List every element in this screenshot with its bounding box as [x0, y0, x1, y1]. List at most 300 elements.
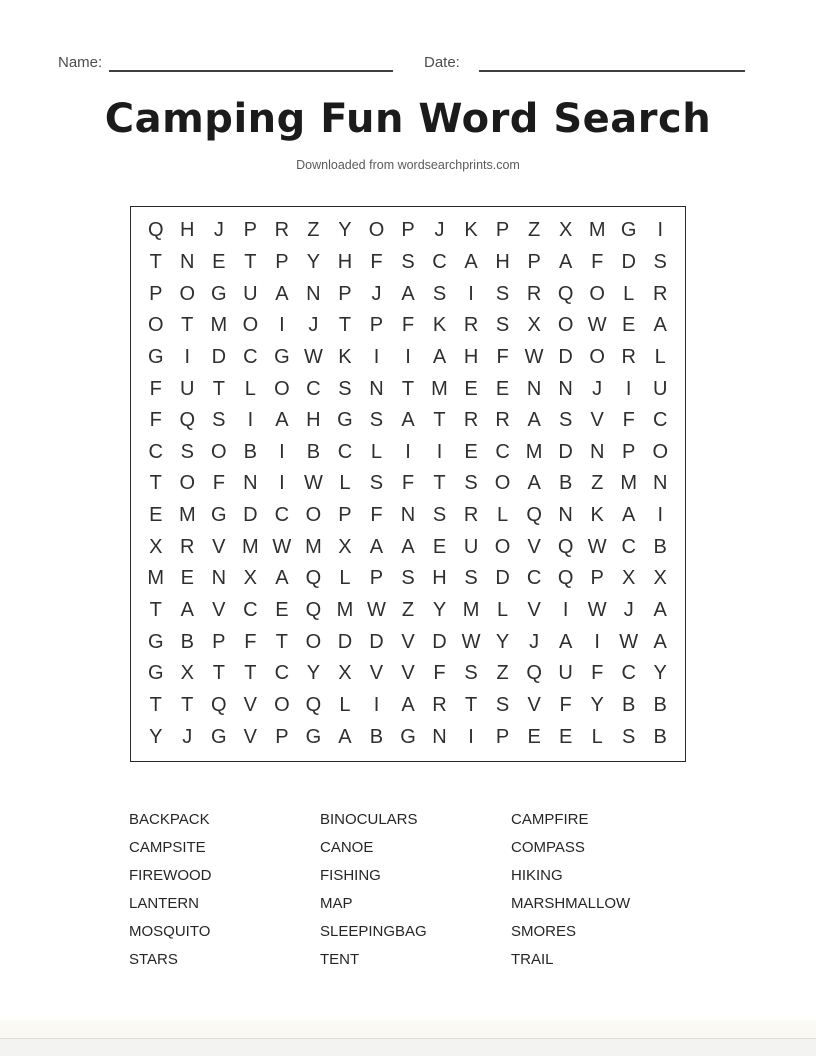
grid-cell: U	[463, 535, 479, 558]
grid-cell: X	[338, 662, 352, 685]
page-title: Camping Fun Word Search	[104, 96, 712, 142]
grid-cell: W	[461, 630, 481, 653]
word-list-item: STARS	[129, 951, 178, 968]
word-list-column	[129, 806, 319, 974]
grid-cell: X	[527, 314, 541, 337]
grid-cell: F	[433, 662, 446, 685]
grid-cell: S	[622, 725, 636, 748]
grid-cell: T	[244, 250, 257, 273]
grid-cell: A	[180, 599, 194, 622]
grid-cell: G	[337, 409, 353, 432]
grid-cell: H	[432, 567, 447, 590]
grid-cell: C	[621, 662, 636, 685]
grid-cell: L	[654, 345, 666, 368]
grid-cell: R	[463, 314, 479, 337]
grid-cell: E	[212, 250, 226, 273]
grid-cell: X	[149, 535, 163, 558]
grid-cell: B	[180, 630, 194, 653]
grid-cell: V	[212, 599, 226, 622]
grid-cell: O	[147, 314, 164, 337]
grid-cell: M	[620, 472, 638, 495]
grid-cell: I	[625, 377, 632, 400]
grid-cell: S	[369, 472, 384, 495]
grid-cell: T	[149, 250, 162, 273]
grid-cell: P	[401, 219, 415, 242]
grid-cell: N	[243, 472, 258, 495]
grid-cell: J	[623, 599, 634, 622]
grid-cell: P	[212, 630, 226, 653]
grid-cell: C	[432, 250, 447, 273]
name-label: Name:	[58, 54, 103, 71]
grid-cell: I	[594, 630, 600, 653]
grid-cell: I	[279, 314, 285, 337]
grid-cell: O	[494, 472, 511, 495]
grid-cell: V	[527, 599, 541, 622]
grid-cell: T	[212, 377, 225, 400]
grid-cell: Z	[591, 472, 604, 495]
grid-cell: K	[590, 504, 604, 527]
grid-cell: T	[464, 694, 478, 717]
grid-cell: W	[272, 535, 292, 558]
grid-cell: A	[401, 694, 415, 717]
word-list-item: CAMPSITE	[129, 839, 206, 856]
grid-cell: O	[274, 694, 290, 717]
grid-cell: Z	[528, 219, 541, 242]
grid-cell: N	[653, 472, 668, 495]
grid-cell: F	[496, 345, 509, 368]
grid-cell: K	[464, 219, 478, 242]
word-list-item: COMPASS	[511, 839, 585, 856]
grid-cell: I	[373, 345, 380, 368]
grid-cell: G	[147, 630, 164, 653]
grid-cell: D	[621, 250, 636, 273]
grid-cell: Q	[557, 567, 574, 590]
grid-cell: A	[653, 630, 667, 653]
grid-cell: I	[405, 440, 411, 463]
grid-cell: M	[462, 599, 480, 622]
grid-cell: A	[653, 599, 667, 622]
grid-cell: T	[212, 662, 225, 685]
grid-cell: Q	[305, 567, 322, 590]
word-list-column	[320, 806, 510, 974]
grid-cell: O	[589, 282, 605, 305]
grid-cell: P	[243, 219, 258, 242]
grid-cell: N	[211, 567, 227, 590]
grid-cell: A	[653, 314, 667, 337]
grid-cell: Q	[526, 662, 542, 685]
grid-cell: N	[432, 725, 447, 748]
grid-cell: A	[275, 409, 289, 432]
grid-cell: G	[211, 504, 227, 527]
grid-cell: M	[525, 440, 543, 463]
grid-cell: N	[558, 377, 573, 400]
word-list-item: TRAIL	[511, 951, 554, 968]
grid-cell: L	[370, 440, 383, 463]
grid-cell: S	[180, 440, 194, 463]
word-list-item: SLEEPINGBAG	[320, 923, 427, 940]
grid-cell: S	[338, 377, 352, 400]
grid-cell: X	[338, 535, 352, 558]
grid-cell: D	[337, 630, 353, 653]
grid-cell: J	[182, 725, 193, 748]
grid-cell: G	[211, 725, 227, 748]
grid-cell: V	[401, 662, 415, 685]
grid-cell: S	[495, 282, 510, 305]
grid-cell: V	[243, 694, 258, 717]
grid-cell: U	[243, 282, 258, 305]
grid-cell: Q	[557, 282, 574, 305]
grid-cell: C	[243, 345, 258, 368]
grid-cell: J	[308, 314, 319, 337]
grid-cell: E	[527, 725, 541, 748]
source-subtitle: Downloaded from wordsearchprints.com	[296, 158, 520, 172]
grid-cell: C	[526, 567, 542, 590]
grid-cell: D	[495, 567, 510, 590]
grid-cell: O	[305, 504, 322, 527]
grid-cell: M	[588, 219, 606, 242]
grid-cell: Y	[149, 725, 163, 748]
grid-cell: P	[495, 725, 510, 748]
grid-cell: S	[495, 314, 510, 337]
word-list-item: HIKING	[511, 867, 563, 884]
grid-cell: G	[147, 662, 164, 685]
word-list-item: MARSHMALLOW	[511, 895, 631, 912]
grid-cell: I	[405, 345, 411, 368]
grid-cell: G	[400, 725, 416, 748]
grid-cell: X	[653, 567, 667, 590]
grid-cell: A	[401, 409, 415, 432]
grid-cell: T	[181, 694, 194, 717]
grid-cell: V	[527, 694, 541, 717]
grid-cell: H	[337, 250, 353, 273]
grid-cell: M	[242, 535, 259, 558]
grid-cell: C	[495, 440, 510, 463]
grid-cell: Y	[432, 599, 447, 622]
grid-cell: F	[401, 472, 415, 495]
grid-cell: I	[279, 440, 285, 463]
grid-cell: R	[463, 409, 479, 432]
grid-cell: H	[180, 219, 195, 242]
grid-cell: V	[527, 535, 541, 558]
grid-cell: I	[468, 282, 474, 305]
grid-cell: E	[464, 440, 478, 463]
word-list-item: BACKPACK	[129, 811, 210, 828]
grid-cell: J	[592, 377, 603, 400]
grid-cell: K	[432, 314, 447, 337]
grid-cell: A	[401, 282, 415, 305]
grid-cell: W	[619, 630, 639, 653]
word-list-item: MOSQUITO	[129, 923, 211, 940]
grid-cell: P	[527, 250, 541, 273]
word-search-grid	[130, 206, 686, 762]
grid-cell: P	[338, 504, 352, 527]
grid-cell: P	[495, 219, 510, 242]
grid-cell: T	[244, 662, 257, 685]
grid-cell: A	[527, 472, 541, 495]
grid-cell: H	[495, 250, 510, 273]
grid-cell: I	[657, 219, 663, 242]
grid-cell: J	[434, 219, 445, 242]
grid-cell: R	[495, 409, 510, 432]
grid-cell: H	[306, 409, 321, 432]
grid-cell: P	[590, 567, 604, 590]
grid-cell: O	[368, 219, 385, 242]
grid-cell: A	[369, 535, 384, 558]
grid-cell: R	[274, 219, 290, 242]
grid-cell: O	[652, 440, 668, 463]
grid-cell: Q	[147, 219, 164, 242]
grid-cell: F	[370, 504, 383, 527]
grid-cell: T	[401, 377, 415, 400]
grid-cell: S	[401, 250, 415, 273]
grid-cell: L	[497, 599, 509, 622]
grid-cell: A	[558, 630, 573, 653]
grid-cell: I	[373, 694, 380, 717]
grid-cell: W	[367, 599, 386, 622]
grid-cell: Z	[496, 662, 509, 685]
grid-cell: B	[653, 694, 667, 717]
grid-cell: A	[558, 250, 573, 273]
grid-cell: A	[338, 725, 352, 748]
grid-cell: C	[337, 440, 353, 463]
grid-cell: M	[305, 535, 322, 558]
grid-cell: O	[211, 440, 227, 463]
grid-cell: I	[247, 409, 254, 432]
grid-cell: D	[211, 345, 227, 368]
grid-cell: P	[338, 282, 352, 305]
grid-cell: G	[211, 282, 227, 305]
grid-cell: Q	[557, 535, 574, 558]
grid-cell: R	[526, 282, 542, 305]
grid-cell: X	[243, 567, 258, 590]
grid-cell: C	[306, 377, 321, 400]
grid-cell: V	[212, 535, 226, 558]
grid-cell: D	[369, 630, 384, 653]
grid-cell: S	[653, 250, 667, 273]
grid-cell: T	[338, 314, 352, 337]
grid-cell: D	[558, 440, 573, 463]
grid-cell: E	[464, 377, 478, 400]
grid-cell: M	[431, 377, 448, 400]
grid-cell: O	[179, 282, 196, 305]
grid-cell: G	[147, 345, 164, 368]
grid-cell: S	[558, 409, 573, 432]
grid-cell: P	[149, 282, 163, 305]
grid-cell: O	[557, 314, 574, 337]
grid-cell: G	[620, 219, 637, 242]
grid-cell: E	[275, 599, 289, 622]
grid-cell: R	[653, 282, 668, 305]
grid-cell: L	[244, 377, 256, 400]
date-label: Date:	[424, 54, 460, 71]
grid-cell: C	[148, 440, 163, 463]
grid-cell: F	[401, 314, 415, 337]
grid-cell: N	[526, 377, 542, 400]
date-write-line	[479, 70, 745, 72]
grid-cell: N	[558, 504, 573, 527]
word-list-column	[511, 806, 701, 974]
grid-cell: F	[149, 377, 162, 400]
grid-cell: B	[653, 535, 667, 558]
word-list-item: CAMPFIRE	[511, 811, 589, 828]
grid-cell: D	[243, 504, 258, 527]
grid-cell: N	[589, 440, 605, 463]
grid-cell: Q	[179, 409, 196, 432]
grid-cell: O	[589, 345, 605, 368]
grid-cell: J	[371, 282, 382, 305]
grid-cell: U	[558, 662, 573, 685]
grid-cell: R	[432, 694, 447, 717]
grid-cell: W	[303, 472, 323, 495]
grid-cell: V	[590, 409, 604, 432]
word-list-item: FIREWOOD	[129, 867, 212, 884]
grid-cell: B	[653, 725, 667, 748]
word-list-item: TENT	[320, 951, 360, 968]
grid-cell: C	[243, 599, 258, 622]
grid-cell: Y	[653, 662, 667, 685]
grid-cell: G	[305, 725, 322, 748]
grid-cell: I	[468, 725, 474, 748]
grid-cell: P	[275, 725, 289, 748]
page-footer-band-cream	[0, 1020, 816, 1038]
grid-cell: T	[149, 472, 162, 495]
grid-cell: A	[432, 345, 447, 368]
grid-cell: B	[306, 440, 321, 463]
grid-cell: O	[494, 535, 511, 558]
grid-cell: F	[212, 472, 225, 495]
grid-cell: R	[463, 504, 479, 527]
grid-cell: D	[558, 345, 573, 368]
grid-cell: M	[147, 567, 165, 590]
grid-cell: E	[558, 725, 573, 748]
grid-cell: E	[180, 567, 194, 590]
grid-cell: E	[495, 377, 510, 400]
grid-cell: R	[621, 345, 636, 368]
grid-cell: O	[242, 314, 259, 337]
grid-cell: A	[622, 504, 636, 527]
grid-cell: A	[401, 535, 415, 558]
grid-cell: Z	[401, 599, 415, 622]
grid-cell: W	[587, 599, 607, 622]
grid-cell: D	[432, 630, 447, 653]
word-list-item: CANOE	[320, 839, 374, 856]
grid-cell: C	[653, 409, 668, 432]
grid-cell: C	[621, 535, 636, 558]
grid-cell: Y	[590, 694, 604, 717]
grid-cell: Q	[305, 599, 322, 622]
grid-cell: J	[529, 630, 540, 653]
grid-cell: L	[623, 282, 635, 305]
grid-cell: P	[275, 250, 289, 273]
grid-cell: M	[210, 314, 228, 337]
grid-cell: N	[306, 282, 321, 305]
grid-cell: T	[433, 409, 446, 432]
grid-cell: F	[591, 662, 604, 685]
grid-cell: L	[339, 694, 351, 717]
grid-cell: P	[369, 567, 384, 590]
grid-cell: Z	[307, 219, 320, 242]
grid-cell: P	[622, 440, 636, 463]
grid-cell: I	[657, 504, 663, 527]
word-list-item: BINOCULARS	[320, 811, 418, 828]
grid-cell: A	[464, 250, 478, 273]
grid-cell: R	[180, 535, 195, 558]
grid-cell: I	[436, 440, 443, 463]
grid-cell: Q	[211, 694, 227, 717]
page-footer-band-gray	[0, 1038, 816, 1056]
grid-cell: O	[274, 377, 290, 400]
word-list-item: LANTERN	[129, 895, 200, 912]
grid-cell: K	[338, 345, 352, 368]
grid-cell: Y	[306, 250, 321, 273]
grid-cell: S	[432, 504, 447, 527]
grid-cell: F	[559, 694, 572, 717]
word-list-item: FISHING	[320, 867, 381, 884]
grid-cell: T	[181, 314, 194, 337]
grid-cell: I	[184, 345, 191, 368]
grid-cell: U	[180, 377, 195, 400]
grid-cell: S	[432, 282, 447, 305]
grid-cell: W	[303, 345, 323, 368]
grid-cell: V	[243, 725, 258, 748]
grid-cell: F	[591, 250, 604, 273]
grid-cell: M	[336, 599, 354, 622]
grid-cell: A	[527, 409, 541, 432]
grid-cell: B	[369, 725, 384, 748]
grid-cell: X	[558, 219, 573, 242]
grid-cell: C	[274, 662, 290, 685]
grid-cell: Y	[338, 219, 352, 242]
grid-cell: S	[401, 567, 415, 590]
grid-cell: T	[149, 599, 162, 622]
grid-cell: Q	[526, 504, 542, 527]
grid-cell: X	[180, 662, 194, 685]
grid-cell: I	[279, 472, 285, 495]
word-list-item: SMORES	[511, 923, 577, 940]
grid-cell: W	[587, 314, 607, 337]
grid-cell: M	[178, 504, 196, 527]
grid-cell: W	[524, 345, 544, 368]
grid-cell: F	[149, 409, 162, 432]
grid-cell: P	[369, 314, 384, 337]
grid-cell: Y	[306, 662, 321, 685]
grid-cell: F	[244, 630, 257, 653]
grid-cell: B	[243, 440, 258, 463]
grid-cell: L	[339, 567, 351, 590]
grid-cell: I	[562, 599, 569, 622]
grid-cell: S	[464, 662, 478, 685]
grid-cell: A	[275, 282, 289, 305]
grid-cell: H	[463, 345, 479, 368]
grid-cell: L	[497, 504, 509, 527]
grid-cell: S	[495, 694, 510, 717]
grid-cell: S	[464, 567, 478, 590]
grid-cell: T	[275, 630, 288, 653]
grid-cell: E	[149, 504, 163, 527]
grid-cell: B	[622, 694, 636, 717]
grid-cell: S	[369, 409, 384, 432]
grid-cell: N	[400, 504, 416, 527]
grid-cell: W	[587, 535, 607, 558]
grid-cell: F	[370, 250, 383, 273]
grid-cell: Q	[305, 694, 322, 717]
grid-cell: N	[369, 377, 384, 400]
grid-cell: C	[274, 504, 290, 527]
grid-cell: O	[179, 472, 196, 495]
grid-cell: V	[369, 662, 384, 685]
grid-cell: L	[591, 725, 603, 748]
grid-cell: F	[622, 409, 635, 432]
